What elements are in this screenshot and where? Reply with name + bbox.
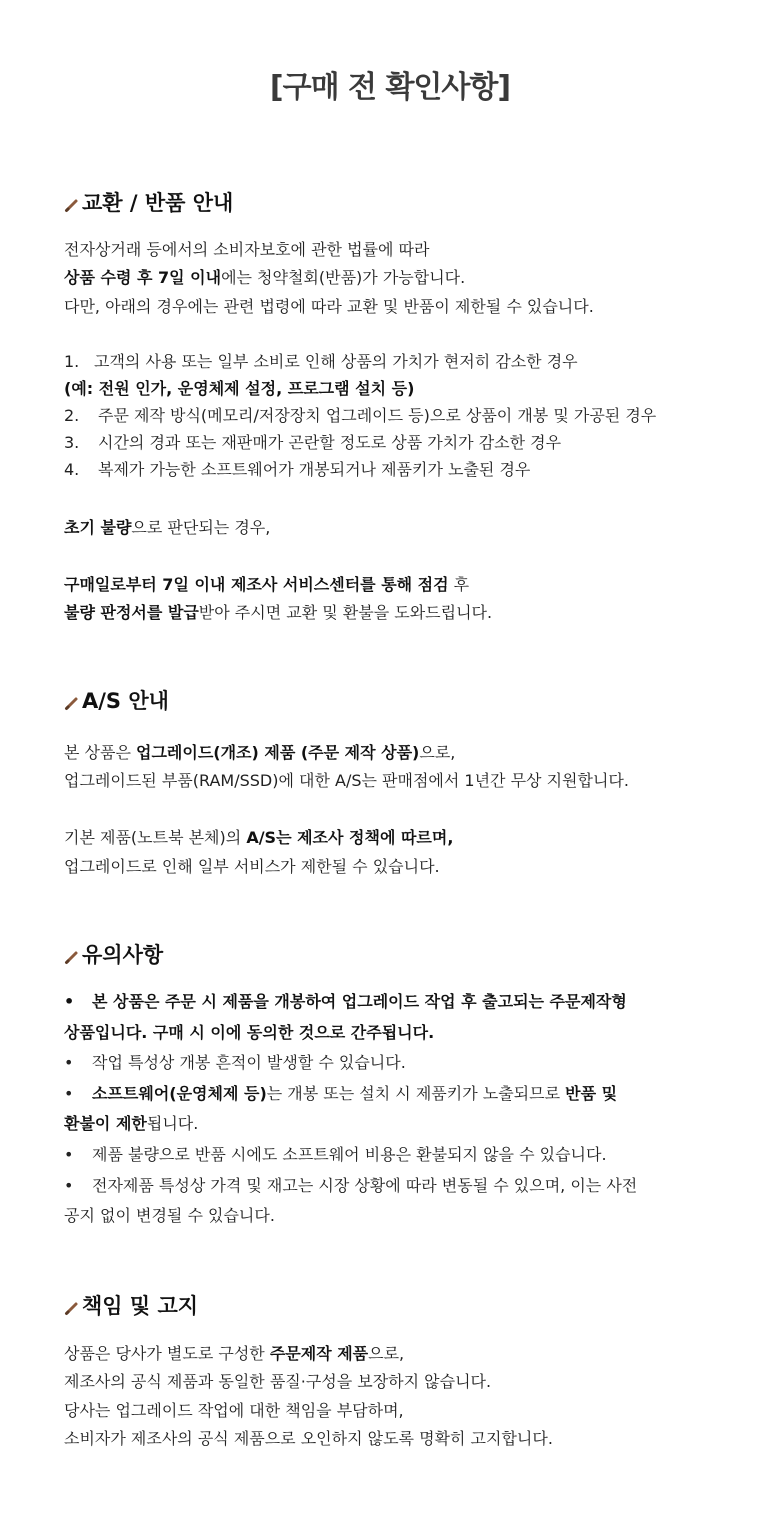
notice-bullet-1-line-2 [64,1021,434,1045]
notice-bullet-1-line-1 [64,990,627,1014]
notice-bullet-2-dot: • [64,1053,74,1072]
exchange-check-rest: 후 [448,575,470,594]
section-heading-exchange-label: 교환 / 반품 안내 [82,191,234,215]
exchange-item-3-text: 시간의 경과 또는 재판매가 곤란할 정도로 상품 가치가 감소한 경우 [98,433,562,452]
as-line-1-bold: 업그레이드(개조) 제품 (주문 제작 상품) [136,743,420,762]
notice-bullet-4-text: 제품 불량으로 반품 시에도 소프트웨어 비용은 환불되지 않을 수 있습니다. [92,1145,607,1164]
as-line-3-bold: A/S는 제조사 정책에 따르며, [246,828,454,847]
page-title: [구매 전 확인사항] [269,70,511,105]
as-line-3 [64,826,453,850]
as-line-1-post: 으로, [419,743,456,762]
section-heading-notice-label: 유의사항 [82,943,164,967]
section-heading-as [64,686,169,716]
notice-bullet-5-line-2: 공지 없이 변경될 수 있습니다. [64,1206,275,1225]
pencil-icon [64,1300,80,1316]
exchange-report-rest: 받아 주시면 교환 및 환불을 도와드립니다. [198,603,493,622]
exchange-example [64,377,414,401]
section-heading-as-label: A/S 안내 [82,689,169,713]
as-line-1-pre: 본 상품은 [64,743,136,762]
liability-line-2: 제조사의 공식 제품과 동일한 품질·구성을 보장하지 않습니다. [64,1372,492,1391]
exchange-item-2-text: 주문 제작 방식(메모리/저장장치 업그레이드 등)으로 상품이 개봉 및 가공된 경우 [98,406,657,425]
exchange-item-1-text: 고객의 사용 또는 일부 소비로 인해 상품의 가치가 현저히 감소한 경우 [94,352,578,371]
notice-bullet-1-text-a: 본 상품은 주문 시 제품을 개봉하여 업그레이드 작업 후 출고되는 주문제작형 [92,992,627,1011]
notice-bullet-3-rest: 는 개봉 또는 설치 시 제품키가 노출되므로 [266,1084,566,1103]
exchange-item-4 [64,458,530,482]
notice-bullet-3b-rest: 됩니다. [146,1114,199,1133]
liability-line-1-bold: 주문제작 제품 [269,1344,369,1363]
pencil-icon [64,197,80,213]
as-line-3-pre: 기본 제품(노트북 본체)의 [64,828,247,847]
notice-bullet-4-dot: • [64,1145,74,1164]
exchange-item-4-text: 복제가 가능한 소프트웨어가 개봉되거나 제품키가 노출된 경우 [98,460,531,479]
notice-bullet-1-text-b: 상품입니다. 구매 시 이에 동의한 것으로 간주됩니다. [64,1023,435,1042]
notice-bullet-5-line-1 [64,1174,637,1198]
notice-bullet-3-line-2 [64,1112,198,1136]
exchange-item-3 [64,431,561,455]
section-heading-notice [64,940,163,970]
section-heading-exchange [64,188,233,218]
exchange-example-bold: (예: 전원 인가, 운영체제 설정, 프로그램 설치 등) [64,379,415,398]
exchange-item-1 [64,350,578,374]
notice-bullet-3-bold-2: 반품 및 [565,1084,618,1103]
liability-line-1 [64,1342,404,1366]
liability-line-1-pre: 상품은 당사가 별도로 구성한 [64,1344,270,1363]
exchange-item-1-number: 1. [64,352,80,371]
notice-bullet-2 [64,1051,406,1075]
as-line-1 [64,741,455,765]
exchange-defect-bold: 초기 불량 [64,518,132,537]
exchange-check-line [64,573,469,597]
exchange-check-bold: 구매일로부터 7일 이내 제조사 서비스센터를 통해 점검 [64,575,449,594]
notice-bullet-3-dot: • [64,1084,74,1103]
liability-line-1-post: 으로, [368,1344,405,1363]
exchange-item-2-number: 2. [64,406,80,425]
pencil-icon [64,695,80,711]
exchange-intro-line-3: 다만, 아래의 경우에는 관련 법령에 따라 교환 및 반품이 제한될 수 있습니다. [64,297,594,316]
exchange-report-line [64,601,492,625]
as-line-2: 업그레이드된 부품(RAM/SSD)에 대한 A/S는 판매점에서 1년간 무상 지원합니다. [64,771,629,790]
section-heading-liability-label: 책임 및 고지 [82,1294,199,1318]
exchange-item-2 [64,404,656,428]
notice-bullet-5-text-a: 전자제품 특성상 가격 및 재고는 시장 상황에 따라 변동될 수 있으며, 이는 사전 [92,1176,638,1195]
exchange-intro-line-2 [64,266,465,290]
notice-bullet-3-bold: 소프트웨어(운영체제 등) [92,1084,267,1103]
exchange-report-bold: 불량 판정서를 발급 [64,603,199,622]
notice-bullet-3-line-1 [64,1082,617,1106]
liability-line-4: 소비자가 제조사의 공식 제품으로 오인하지 않도록 명확히 고지합니다. [64,1429,553,1448]
liability-line-3: 당사는 업그레이드 작업에 대한 책임을 부담하며, [64,1401,404,1420]
exchange-period-bold: 상품 수령 후 7일 이내 [64,268,222,287]
pencil-icon [64,949,80,965]
exchange-item-3-number: 3. [64,433,80,452]
notice-bullet-4 [64,1143,607,1167]
exchange-intro-line-1: 전자상거래 등에서의 소비자보호에 관한 법률에 따라 [64,240,430,259]
as-line-4: 업그레이드로 인해 일부 서비스가 제한될 수 있습니다. [64,857,440,876]
exchange-defect-rest: 으로 판단되는 경우, [131,518,271,537]
exchange-intro-line-2-rest: 에는 청약철회(반품)가 가능합니다. [221,268,466,287]
exchange-item-4-number: 4. [64,460,80,479]
notice-bullet-2-text: 작업 특성상 개봉 흔적이 발생할 수 있습니다. [92,1053,406,1072]
section-heading-liability [64,1291,198,1321]
notice-bullet-1-dot: • [64,992,75,1011]
notice-bullet-3b-bold: 환불이 제한 [64,1114,147,1133]
notice-bullet-5-dot: • [64,1176,74,1195]
exchange-defect-line [64,516,270,540]
